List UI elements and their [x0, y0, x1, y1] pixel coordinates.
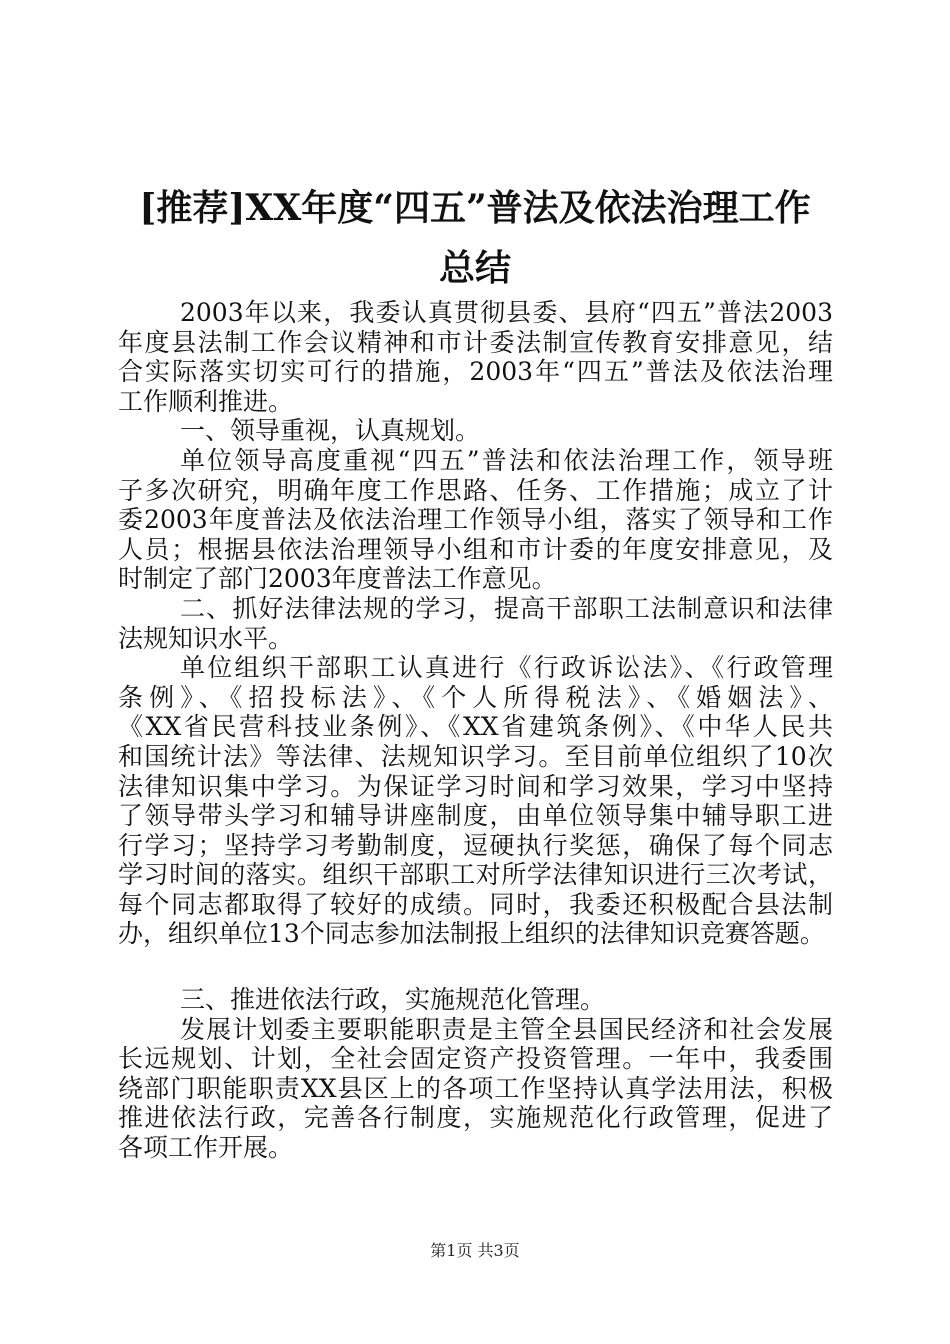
section-heading: 二、抓好法律法规的学习，提高干部职工法制意识和法律 [180, 593, 833, 623]
body-line: 委2003年度普法及依法治理工作领导小组，落实了领导和工作 [118, 505, 833, 535]
section-heading: 法规知识水平。 [118, 623, 294, 653]
section-heading: 一、领导重视，认真规划。 [180, 416, 481, 446]
body-line: 长远规划、计划，全社会固定资产投资管理。一年中，我委围 [118, 1044, 833, 1074]
body-line: 时制定了部门2003年度普法工作意见。 [118, 564, 557, 594]
document-body [118, 298, 833, 1163]
body-line: 和国统计法》等法律、法规知识学习。至目前单位组织了10次 [118, 741, 833, 771]
body-line: 合实际落实切实可行的措施，2003年“四五”普法及依法治理 [118, 357, 833, 387]
body-line: 子多次研究，明确年度工作思路、任务、工作措施；成立了计 [118, 475, 833, 505]
body-line: 了领导带头学习和辅导讲座制度，由单位领导集中辅导职工进 [118, 801, 833, 831]
paragraph-gap [118, 949, 833, 985]
body-line: 各项工作开展。 [118, 1133, 294, 1163]
body-line: 2003年以来，我委认真贯彻县委、县府“四五”普法2003 [180, 298, 833, 327]
body-line: 《XX省民营科技业条例》、《XX省建筑条例》、《中华人民共 [118, 712, 833, 742]
body-line: 法律知识集中学习。为保证学习时间和学习效果，学习中坚持 [118, 771, 833, 801]
document-title-line-1: [推荐]XX年度“四五”普法及依法治理工作 [139, 187, 811, 229]
body-line: 每个同志都取得了较好的成绩。同时，我委还积极配合县法制 [118, 889, 833, 919]
body-line: 行学习；坚持学习考勤制度，逗硬执行奖惩，确保了每个同志 [118, 830, 833, 860]
section-heading: 三、推进依法行政，实施规范化管理。 [180, 985, 606, 1015]
body-line: 学习时间的落实。组织干部职工对所学法律知识进行三次考试， [118, 860, 833, 890]
page-footer: 第1页 共3页 [430, 1241, 520, 1260]
body-line: 单位组织干部职工认真进行《行政诉讼法》、《行政管理 [180, 653, 833, 683]
body-line: 单位领导高度重视“四五”普法和依法治理工作，领导班 [180, 445, 833, 475]
body-line: 年度县法制工作会议精神和市计委法制宣传教育安排意见，结 [118, 327, 833, 357]
body-line: 发展计划委主要职能职责是主管全县国民经济和社会发展 [180, 1014, 833, 1044]
document-title-line-2: 总结 [438, 247, 511, 289]
body-line: 推进依法行政，完善各行制度，实施规范化行政管理，促进了 [118, 1103, 833, 1133]
body-line: 绕部门职能职责XX县区上的各项工作坚持认真学法用法，积极 [118, 1073, 833, 1103]
body-line: 人员；根据县依法治理领导小组和市计委的年度安排意见，及 [118, 534, 833, 564]
body-line: 条例》、《招投标法》、《个人所得税法》、《婚姻法》、 [118, 682, 833, 712]
body-line: 办，组织单位13个同志参加法制报上组织的法律知识竞赛答题。 [118, 919, 825, 949]
body-line: 工作顺利推进。 [118, 386, 294, 416]
